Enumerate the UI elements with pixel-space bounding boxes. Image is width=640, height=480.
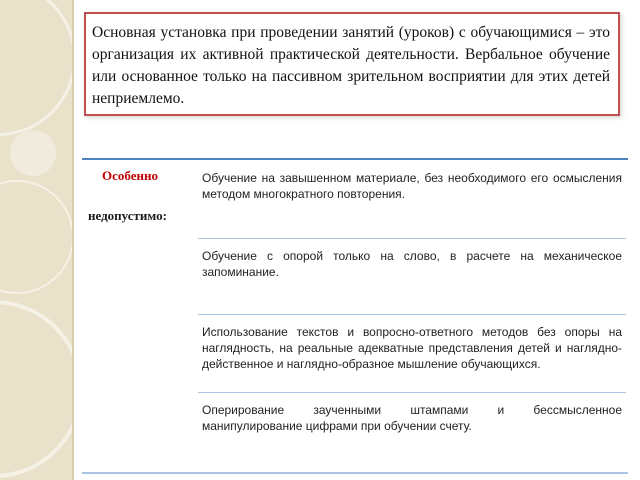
table-rows [198, 160, 626, 472]
table-row: Оперирование заученными штампами и бессмысленное манипулирование цифрами при обучении счету. [202, 403, 622, 433]
table-heading-especially: Особенно [102, 168, 158, 183]
row-separator [198, 238, 626, 239]
prohibitions-table [82, 158, 628, 474]
table-row: Обучение на завышенном материале, без необходимого его осмысления методом многократного повторения. [202, 171, 622, 201]
row-separator [198, 392, 626, 393]
decorative-ring [0, 300, 74, 478]
decorative-ring [0, 0, 74, 136]
intro-text: Основная установка при проведении занятий (уроков) с обучающимися – это организация их активной практической деятельности. Вербальное обучение или основанное только на пассивном зрительном восприятии для этих детей неприемлемо. [92, 24, 610, 107]
decorative-circle [10, 130, 56, 176]
table-heading-unacceptable: недопустимо: [88, 208, 167, 223]
row-separator [198, 314, 626, 315]
decorative-ring [0, 180, 74, 294]
decorative-sidebar [0, 0, 74, 480]
table-heading-cell [82, 160, 194, 472]
intro-text-box [84, 12, 620, 116]
table-row: Обучение с опорой только на слово, в расчете на механическое запоминание. [202, 249, 622, 279]
table-row: Использование текстов и вопросно-ответного методов без опоры на наглядность, на реальные адекватные представления детей и наглядно-действенное и наглядно-образное мышление обучающихся. [202, 325, 622, 371]
